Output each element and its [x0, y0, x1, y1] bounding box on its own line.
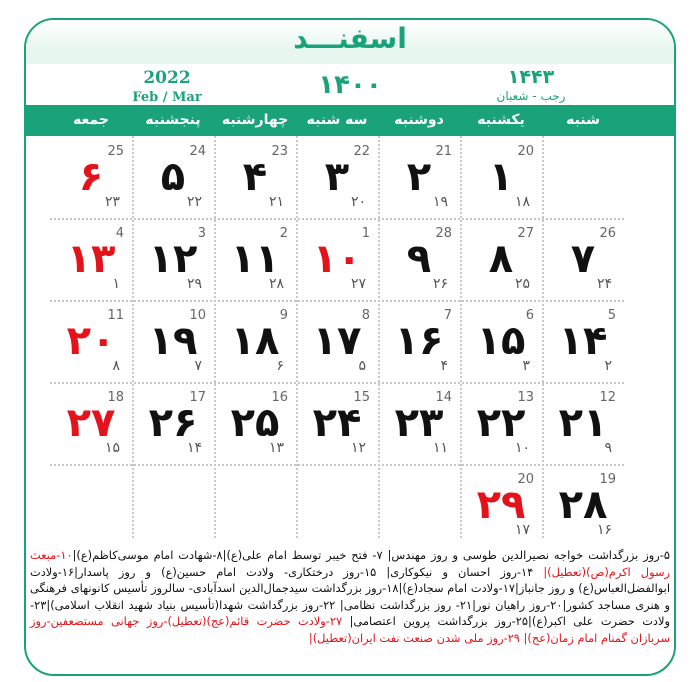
- weekday-header: دوشنبه: [394, 112, 444, 128]
- persian-day: ۴: [242, 154, 268, 200]
- weekday-header: یکشنبه: [477, 112, 525, 128]
- hijri-day: ۹: [604, 440, 612, 456]
- gregorian-day: 19: [599, 472, 616, 487]
- persian-day: ۱۴: [558, 318, 608, 364]
- day-cell[interactable]: [378, 300, 460, 382]
- hijri-day: ۲۷: [350, 276, 366, 292]
- weekday-header: شنبه: [566, 112, 600, 128]
- gregorian-day: 11: [107, 308, 124, 323]
- hijri-day: ۱۱: [432, 440, 448, 456]
- persian-day: ۲: [406, 154, 432, 200]
- jalali-year: ۱۴۰۰: [318, 70, 382, 100]
- persian-day: ۲۸: [558, 482, 608, 528]
- hijri-day: ۷: [194, 358, 202, 374]
- day-cell[interactable]: [296, 136, 378, 218]
- weekday-header: پنجشنبه: [145, 112, 201, 128]
- gregorian-day: 4: [115, 226, 124, 241]
- hijri-day: ۲۸: [268, 276, 284, 292]
- persian-day: ۲۹: [476, 482, 526, 528]
- persian-day: ۱۵: [476, 318, 526, 364]
- hijri-day: ۱۲: [350, 440, 366, 456]
- persian-day: ۵: [160, 154, 186, 200]
- gregorian-day: 20: [517, 472, 534, 487]
- persian-day: ۱۶: [394, 318, 444, 364]
- persian-day: ۲۷: [66, 400, 116, 446]
- hijri-day: ۵: [358, 358, 366, 374]
- day-cell[interactable]: [132, 300, 214, 382]
- gregorian-day: 3: [197, 226, 206, 241]
- day-cell[interactable]: [460, 300, 542, 382]
- persian-day: ۳: [324, 154, 350, 200]
- gregorian-day: 15: [353, 390, 370, 405]
- hijri-day: ۱۳: [268, 440, 284, 456]
- gregorian-day: 27: [517, 226, 534, 241]
- persian-day: ۲۱: [558, 400, 608, 446]
- persian-day: ۱۰: [312, 236, 362, 282]
- gregorian-day: 10: [189, 308, 206, 323]
- gregorian-day: 2: [279, 226, 288, 241]
- hijri-day: ۴: [440, 358, 448, 374]
- persian-day: ۱۳: [66, 236, 116, 282]
- day-cell[interactable]: [296, 300, 378, 382]
- hijri-day: ۶: [276, 358, 284, 374]
- persian-day: ۱: [488, 154, 514, 200]
- event-note-holiday: ۲۷-ولادت حضرت قائم(عج)(تعطیل)-روز جهانی مستضعفین-روز سربازان گمنام امام زمان(عج)| ۲۹-روز ملی شدن صنعت نفت ایران(تعطیل)|: [30, 614, 670, 645]
- gregorian-day: 17: [189, 390, 206, 405]
- day-cell-holiday[interactable]: [296, 218, 378, 300]
- day-cell[interactable]: [542, 382, 624, 464]
- hijri-day: ۱۷: [514, 522, 530, 538]
- persian-day: ۲۴: [312, 400, 362, 446]
- hijri-day: ۸: [112, 358, 120, 374]
- persian-day: ۲۲: [476, 400, 526, 446]
- gregorian-day: 24: [189, 144, 206, 159]
- persian-day: ۱۲: [148, 236, 198, 282]
- weekday-header: جمعه: [73, 112, 109, 128]
- event-note: ۵-روز بزرگداشت خواجه نصیرالدین طوسی و روز مهندس| ۷- فتح خیبر توسط امام علی(ع)|۸-شهادت امام موسی‌کاظم(ع)|: [72, 548, 670, 562]
- hijri-day: ۱۵: [104, 440, 120, 456]
- gregorian-year: 2022: [143, 68, 191, 88]
- weekday-header: سه شنبه: [306, 112, 368, 128]
- gregorian-day: 23: [271, 144, 288, 159]
- hijri-year-block: [476, 66, 586, 103]
- gregorian-day: 26: [599, 226, 616, 241]
- day-cell[interactable]: [378, 382, 460, 464]
- day-cell[interactable]: [460, 136, 542, 218]
- hijri-day: ۱: [112, 276, 120, 292]
- hijri-day: ۱۶: [596, 522, 612, 538]
- hijri-day: ۱۰: [514, 440, 530, 456]
- persian-day: ۱۸: [230, 318, 280, 364]
- day-cell[interactable]: [214, 218, 296, 300]
- gregorian-day: 13: [517, 390, 534, 405]
- gregorian-day: 1: [361, 226, 370, 241]
- gregorian-day: 28: [435, 226, 452, 241]
- persian-day: ۲۰: [66, 318, 116, 364]
- gregorian-day: 21: [435, 144, 452, 159]
- persian-day: ۲۵: [230, 400, 280, 446]
- gregorian-day: 25: [107, 144, 124, 159]
- day-cell[interactable]: [214, 300, 296, 382]
- persian-day: ۸: [488, 236, 514, 282]
- events-text: [30, 547, 670, 646]
- gregorian-day: 5: [607, 308, 616, 323]
- day-cell[interactable]: [460, 218, 542, 300]
- day-cell[interactable]: [214, 136, 296, 218]
- persian-day: ۱۷: [312, 318, 362, 364]
- persian-day: ۲۶: [148, 400, 198, 446]
- hijri-months: رجب - شعبان: [496, 89, 566, 103]
- gregorian-day: 12: [599, 390, 616, 405]
- day-cell-holiday[interactable]: [50, 218, 132, 300]
- gregorian-day: 8: [361, 308, 370, 323]
- persian-day: ۱۹: [148, 318, 198, 364]
- hijri-day: ۲۱: [268, 194, 284, 210]
- day-cell-holiday[interactable]: [50, 382, 132, 464]
- day-cell[interactable]: [132, 136, 214, 218]
- gregorian-day: 9: [279, 308, 288, 323]
- hijri-year: ۱۴۴۳: [507, 66, 555, 88]
- day-cell-holiday[interactable]: [50, 136, 132, 218]
- gregorian-day: 7: [443, 308, 452, 323]
- hijri-day: ۲: [604, 358, 612, 374]
- day-cell[interactable]: [132, 218, 214, 300]
- persian-day: ۶: [78, 154, 104, 200]
- hijri-day: ۲۹: [186, 276, 202, 292]
- gregorian-day: 16: [271, 390, 288, 405]
- persian-day: ۱۱: [230, 236, 280, 282]
- hijri-day: ۲۴: [596, 276, 612, 292]
- hijri-day: ۲۳: [104, 194, 120, 210]
- gregorian-day: 14: [435, 390, 452, 405]
- hijri-day: ۱۴: [186, 440, 202, 456]
- hijri-day: ۲۶: [432, 276, 448, 292]
- weekday-header: چهارشنبه: [221, 112, 289, 128]
- day-cell[interactable]: [460, 382, 542, 464]
- hijri-day: ۱۸: [514, 194, 530, 210]
- hijri-day: ۲۵: [514, 276, 530, 292]
- day-cell[interactable]: [296, 382, 378, 464]
- hijri-day: ۲۲: [186, 194, 202, 210]
- gregorian-day: 18: [107, 390, 124, 405]
- month-title: اسفنـــد: [293, 22, 407, 55]
- hijri-day: ۱۹: [432, 194, 448, 210]
- gregorian-day: 6: [525, 308, 534, 323]
- day-cell[interactable]: [214, 382, 296, 464]
- day-cell[interactable]: [542, 218, 624, 300]
- gregorian-day: 20: [517, 144, 534, 159]
- day-cell[interactable]: [542, 300, 624, 382]
- day-cell[interactable]: [542, 464, 624, 546]
- persian-day: ۷: [570, 236, 596, 282]
- event-note: ۱۴-روز احسان و نیکوکاری| ۱۵-روز درختکاری- ولادت امام حسین(ع) و روز پاسدار|۱۶-ولادت ابوالفضل‌العباس(ع) و روز جانباز|۱۷-ولادت امام سجاد(ع)|۱۸-روز بزرگداشت سیدجمال‌الدین اسدآبادی- سالروز تأسیس کانونهای فرهنگی و هنری مساجد کشور|۲۰-روز راهیان نور|۲۱- روز بزرگداشت نظامی| ۲۲-روز بزرگداشت شهدا(تأسیس بنیاد شهید انقلاب اسلامی)|۲۳-ولادت حضرت علی اکبر(ع)|۲۵-روز بزرگداشت پروین اعتصامی|: [30, 564, 670, 628]
- gregorian-day: 22: [353, 144, 370, 159]
- day-cell[interactable]: [378, 136, 460, 218]
- gregorian-months: Feb / Mar: [132, 90, 202, 105]
- day-cell[interactable]: [132, 382, 214, 464]
- hijri-day: ۲۰: [350, 194, 366, 210]
- day-cell-holiday[interactable]: [50, 300, 132, 382]
- event-note-holiday: ۱۰-مبعث رسول اکرم(ص)(تعطیل)|: [30, 548, 671, 579]
- day-cell[interactable]: [378, 218, 460, 300]
- day-cell-holiday[interactable]: [460, 464, 542, 546]
- persian-day: ۹: [406, 236, 432, 282]
- hijri-day: ۳: [522, 358, 530, 374]
- persian-day: ۲۳: [394, 400, 444, 446]
